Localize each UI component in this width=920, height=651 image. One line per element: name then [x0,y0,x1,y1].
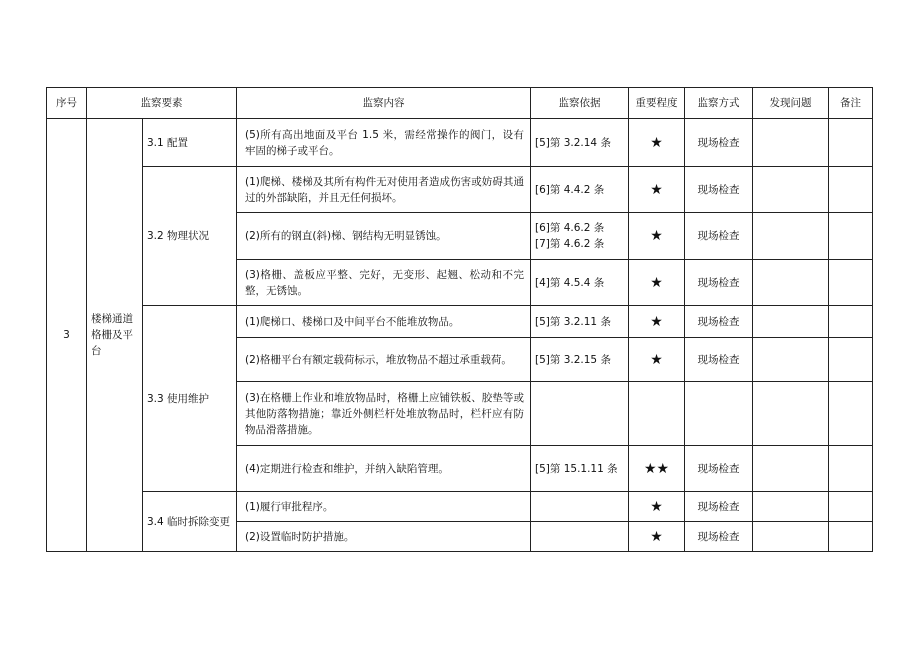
content-cell: (1)爬梯口、楼梯口及中间平台不能堆放物品。 [237,306,531,338]
basis-cell: [5]第 15.1.11 条 [531,446,629,492]
remark-cell [829,522,873,552]
remark-cell [829,338,873,382]
header-content: 监察内容 [237,88,531,119]
group-config: 3.1 配置 [143,119,237,167]
remark-cell [829,382,873,446]
importance-stars: ★ [629,522,685,552]
table-row [47,492,873,522]
content-cell: (2)设置临时防护措施。 [237,522,531,552]
remark-cell [829,260,873,306]
problem-cell [753,382,829,446]
content-cell: (1)履行审批程序。 [237,492,531,522]
group-maintenance: 3.3 使用维护 [143,306,237,492]
group-temp-removal: 3.4 临时拆除变更 [143,492,237,552]
header-element: 监察要素 [87,88,237,119]
problem-cell [753,306,829,338]
problem-cell [753,492,829,522]
inspection-table [46,87,873,552]
basis-cell: [5]第 3.2.15 条 [531,338,629,382]
method-cell: 现场检查 [685,306,753,338]
method-cell: 现场检查 [685,522,753,552]
importance-stars: ★★ [629,446,685,492]
problem-cell [753,119,829,167]
problem-cell [753,213,829,260]
importance-stars [629,382,685,446]
method-cell: 现场检查 [685,260,753,306]
basis-cell [531,382,629,446]
remark-cell [829,306,873,338]
basis-cell: [4]第 4.5.4 条 [531,260,629,306]
header-problem: 发现问题 [753,88,829,119]
section-number: 3 [47,119,87,552]
basis-cell [531,492,629,522]
method-cell: 现场检查 [685,492,753,522]
basis-cell: [5]第 3.2.11 条 [531,306,629,338]
header-no: 序号 [47,88,87,119]
section-title: 楼梯通道格栅及平台 [87,119,143,552]
problem-cell [753,260,829,306]
header-remark: 备注 [829,88,873,119]
method-cell [685,382,753,446]
remark-cell [829,446,873,492]
importance-stars: ★ [629,119,685,167]
importance-stars: ★ [629,338,685,382]
method-cell: 现场检查 [685,119,753,167]
basis-cell [531,522,629,552]
importance-stars: ★ [629,492,685,522]
content-cell: (3)在格栅上作业和堆放物品时，格栅上应铺铁板、胶垫等或其他防落物措施；靠近外侧栏杆处堆放物品时，栏杆应有防物品滑落措施。 [237,382,531,446]
basis-cell: [6]第 4.6.2 条 [7]第 4.6.2 条 [531,213,629,260]
importance-stars: ★ [629,260,685,306]
remark-cell [829,119,873,167]
table-row [47,167,873,213]
basis-cell: [6]第 4.4.2 条 [531,167,629,213]
remark-cell [829,167,873,213]
content-cell: (2)格栅平台有额定载荷标示，堆放物品不超过承重载荷。 [237,338,531,382]
table-row [47,306,873,338]
header-method: 监察方式 [685,88,753,119]
table-row [47,119,873,167]
problem-cell [753,446,829,492]
method-cell: 现场检查 [685,338,753,382]
header-row [47,88,873,119]
method-cell: 现场检查 [685,167,753,213]
header-importance: 重要程度 [629,88,685,119]
remark-cell [829,213,873,260]
basis-cell: [5]第 3.2.14 条 [531,119,629,167]
importance-stars: ★ [629,306,685,338]
problem-cell [753,522,829,552]
content-cell: (1)爬梯、楼梯及其所有构件无对使用者造成伤害或妨碍其通过的外部缺陷，并且无任何损坏。 [237,167,531,213]
content-cell: (5)所有高出地面及平台 1.5 米，需经常操作的阀门，设有牢固的梯子或平台。 [237,119,531,167]
problem-cell [753,167,829,213]
content-cell: (2)所有的钢直(斜)梯、钢结构无明显锈蚀。 [237,213,531,260]
problem-cell [753,338,829,382]
importance-stars: ★ [629,213,685,260]
header-basis: 监察依据 [531,88,629,119]
importance-stars: ★ [629,167,685,213]
remark-cell [829,492,873,522]
content-cell: (4)定期进行检查和维护，并纳入缺陷管理。 [237,446,531,492]
inspection-table-wrapper [46,87,872,552]
group-physical: 3.2 物理状况 [143,167,237,306]
method-cell: 现场检查 [685,446,753,492]
content-cell: (3)格栅、盖板应平整、完好，无变形、起翘、松动和不完整，无锈蚀。 [237,260,531,306]
method-cell: 现场检查 [685,213,753,260]
